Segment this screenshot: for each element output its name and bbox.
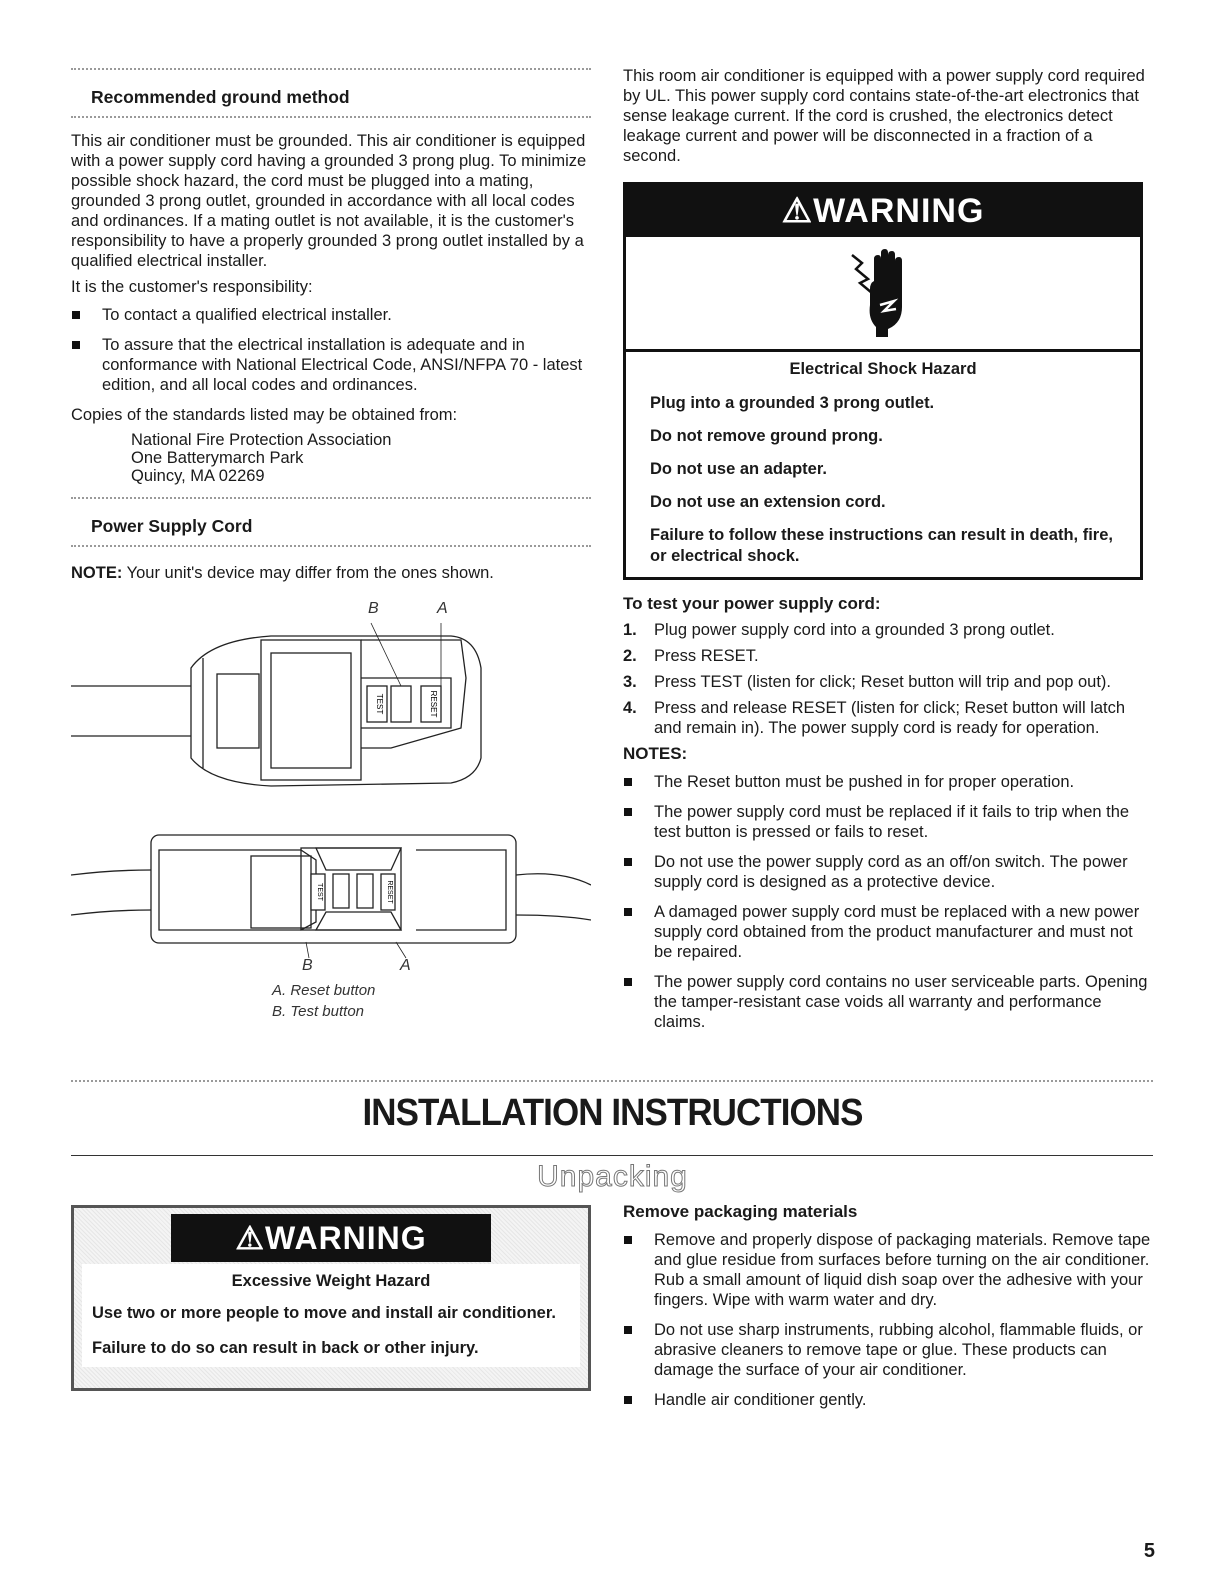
warning-body [82,1264,580,1367]
address-block: National Fire Protection Association One Batterymarch Park Quincy, MA 02269 [131,431,392,485]
list-item: To contact a qualified electrical installer. [71,305,591,325]
list-item: Remove and properly dispose of packaging materials. Remove tape and glue residue from surfaces before turning on the air conditioner. Rub a small amount of liquid dish soap over the adhesive with your fingers. Wipe with warm water and dry. [623,1230,1153,1310]
page-number: 5 [1143,1540,1155,1562]
list-item: Handle air conditioner gently. [623,1390,1153,1410]
hazard-title: Electrical Shock Hazard [789,360,977,378]
dotted-rule [71,1080,1153,1082]
list-item: 4. Press and release RESET (listen for click; Reset button will latch and remain in). The power supply cord is ready for operation. [623,699,1126,737]
packaging-section [623,1202,1153,1420]
ground-paragraph: This air conditioner must be grounded. This air conditioner is equipped with a power supply cord having a grounded 3 prong plug. To minimize possible shock hazard, the cord must be plugged into a mating, grounded 3 prong outlet, grounded in accordance with all local codes and ordinances. If a mating outlet is not available, it is the customer's responsibility to have a properly grounded 3 prong outlet installed by a qualified electrical installer. [71,132,587,270]
warning-line: Do not use an extension cord. [650,493,886,511]
warning-line: Do not remove ground prong. [650,427,883,445]
warning-line: Plug into a grounded 3 prong outlet. [650,394,935,412]
warning-line: Do not use an adapter. [650,460,827,478]
bullet-square-icon [624,808,632,816]
list-item: A damaged power supply cord must be replaced with a new power supply cord obtained from the product manufacturer and must not be repaired. [623,902,1153,962]
device-test-label: TEST [375,693,384,715]
warning-body [626,352,1140,577]
warning-box-weight [71,1205,591,1391]
list-item: 1. Plug power supply cord into a grounded 3 prong outlet. [623,621,1055,639]
bullet-square-icon [72,311,80,319]
warning-line: Use two or more people to move and install air conditioner. [92,1304,556,1322]
intro-paragraph: This room air conditioner is equipped with a power supply cord required by UL. This power supply cord contains state-of-the-art electronics that sense leakage current. If the cord is crushed, the electronics detect leakage current and power will be disconnected in a fraction of a second. [623,67,1145,165]
section-title: INSTALLATION INSTRUCTIONS [362,1092,863,1134]
packaging-list [623,1230,1153,1410]
bullet-square-icon [624,908,632,916]
test-heading: To test your power supply cord: [623,594,881,613]
note-text: NOTE: Your unit's device may differ from the ones shown. [71,564,494,582]
responsibility-list [71,305,591,395]
warning-line: Failure to follow these instructions can result in death, fire, or electrical shock. [650,526,1113,565]
divider [71,1155,1153,1156]
warning-title: ⚠WARNING [781,192,985,230]
test-steps [623,620,1153,738]
warning-box-electrical [623,182,1143,580]
figure-label-a-bottom: A [400,957,411,974]
dotted-rule [71,116,591,121]
bullet-square-icon [624,1326,632,1334]
bullet-square-icon [624,978,632,986]
notes-heading: NOTES: [623,744,688,763]
electrical-shock-icon [626,237,1140,352]
device-reset-label-2: RESET [386,880,393,904]
power-cord-device-top-figure [71,618,491,798]
list-item: The power supply cord must be replaced if it fails to trip when the test button is pressed or fails to reset. [623,802,1153,842]
list-item: 3. Press TEST (listen for click; Reset button will trip and pop out). [623,673,1111,691]
device-reset-label: RESET [429,690,438,718]
dotted-rule [71,545,591,550]
hazard-title: Excessive Weight Hazard [231,1272,431,1290]
left-column [71,68,591,583]
bullet-square-icon [624,778,632,786]
bullet-square-icon [624,1396,632,1404]
figure-caption: A. Reset button B. Test button [272,982,376,1020]
device-test-label-2: TEST [316,883,323,901]
list-item: To assure that the electrical installation is adequate and in conformance with National Electrical Code, ANSI/NFPA 70 - latest edition, and all local codes and ordinances. [71,335,591,395]
right-column [623,66,1153,1042]
list-item: 2. Press RESET. [623,647,759,665]
figure-label-a: A [437,600,448,617]
warning-banner [626,185,1140,237]
packaging-heading: Remove packaging materials [623,1202,858,1221]
responsibility-text: It is the customer's responsibility: [71,278,313,296]
list-item: The Reset button must be pushed in for proper operation. [623,772,1153,792]
ground-heading: Recommended ground method [91,87,350,107]
subsection-title: Unpacking [537,1160,688,1193]
list-item: Do not use the power supply cord as an off/on switch. The power supply cord is designed as a protective device. [623,852,1153,892]
figure-label-b: B [368,600,379,617]
list-item: The power supply cord contains no user serviceable parts. Opening the tamper-resistant case voids all warranty and performance claims. [623,972,1153,1032]
bullet-square-icon [72,341,80,349]
copies-text: Copies of the standards listed may be obtained from: [71,406,458,424]
cord-heading: Power Supply Cord [91,516,253,536]
power-cord-device-bottom-figure [71,830,591,960]
warning-title: ⚠WARNING [235,1220,427,1256]
list-item: Do not use sharp instruments, rubbing alcohol, flammable fluids, or abrasive cleaners to remove tape or glue. These products can damage the surface of your air conditioner. [623,1320,1153,1380]
figure-label-b-bottom: B [302,957,313,974]
warning-line: Failure to do so can result in back or other injury. [92,1339,479,1357]
notes-list [623,772,1153,1032]
bullet-square-icon [624,858,632,866]
bullet-square-icon [624,1236,632,1244]
warning-banner [171,1214,491,1262]
